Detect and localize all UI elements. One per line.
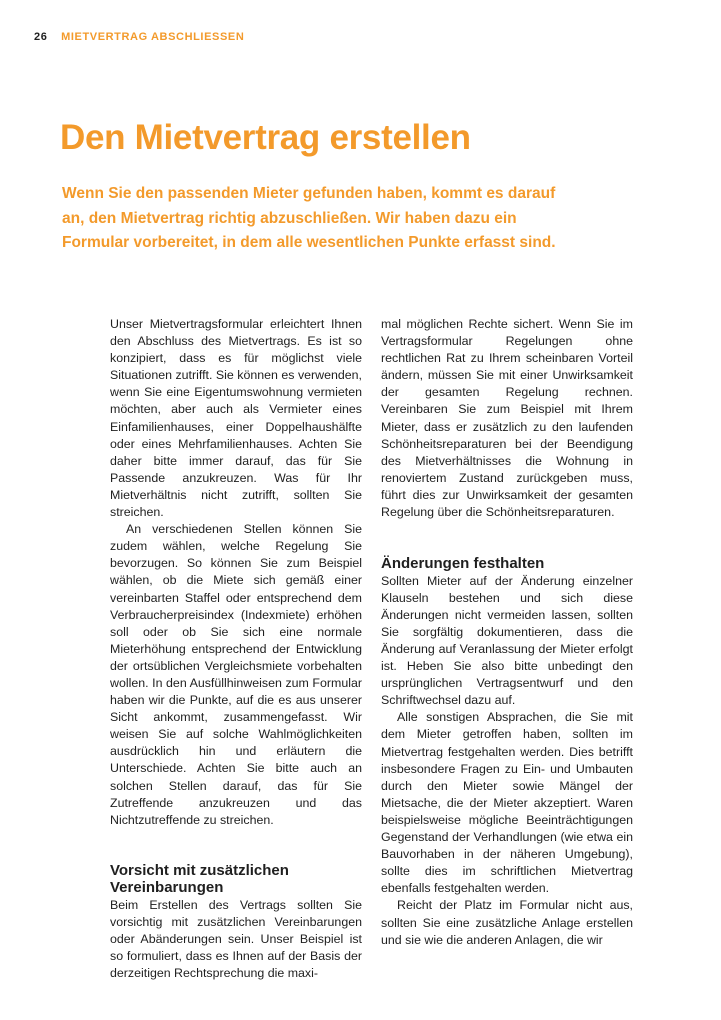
- body-paragraph: Reicht der Platz im Formular nicht aus, sollten Sie eine zusätzliche Anlage erstellen und sie wie die anderen Anlagen, die wir: [381, 898, 633, 947]
- body-paragraph: Alle sonstigen Absprachen, die Sie mit dem Mieter getroffen haben, sollten im Mietvertrag festgehalten werden. Dies betrifft insbesondere Fragen zu Ein- und Umbauten durch den Mieter sowie Mängel der Mietsache, die der Mieter akzeptiert. Waren beispielsweise mögliche Beeinträchtigungen Gegenstand der Verhandlungen (wie etwa ein Bauvorhaben in der näheren Umgebung), sollte dies im schriftlichen Mietvertrag ebenfalls festgehalten werden.: [381, 710, 633, 896]
- left-column: [110, 316, 362, 982]
- lead-paragraph: Wenn Sie den passenden Mieter gefunden haben, kommt es darauf an, den Mietvertrag richtig abzuschließen. Wir haben dazu ein Formular vorbereitet, in dem alle wesentlichen Punkte erfasst sind.: [62, 185, 556, 251]
- right-column: [381, 316, 633, 949]
- section-title: MIETVERTRAG ABSCHLIESSEN: [61, 31, 245, 43]
- body-paragraph: An verschiedenen Stellen können Sie zudem wählen, welche Regelung Sie bevorzugen. So können Sie zum Beispiel wählen, ob die Miete sich gemäß einer vereinbarten Staffel oder entsprechend dem Verbraucherpreisindex (Indexmiete) erhöhen soll oder ob Sie sich eine normale Mieterhöhung entsprechend der Entwicklung der ortsüblichen Vergleichsmiete vorbehalten wollen. In den Ausfüllhinweisen zum Formular haben wir die Punkte, auf die es aus unserer Sicht ankommt, zusammengefasst. Wir weisen Sie auf solche Wahlmöglichkeiten ausdrücklich hin und erläutern die Unterschiede. Achten Sie bitte auch an solchen Stellen darauf, das für Sie Zutreffende anzukreuzen und das Nichtzutreffende zu streichen.: [110, 522, 362, 827]
- page-title: Den Mietvertrag erstellen: [60, 118, 471, 157]
- body-paragraph: Sollten Mieter auf der Änderung einzelner Klauseln bestehen und sich diese Änderungen nicht vermeiden lassen, sollten Sie sorgfältig dokumentieren, dass die Änderung auf Veranlassung der Mieter erfolgt ist. Heben Sie also bitte unbedingt den ursprünglichen Vertragsentwurf und den Schriftwechsel dazu auf.: [381, 573, 633, 708]
- running-head: [34, 31, 244, 43]
- body-paragraph: Beim Erstellen des Vertrags sollten Sie vorsichtig mit zusätzlichen Vereinbarungen oder Abänderungen sein. Unser Beispiel ist so formuliert, dass es Ihnen auf der Basis der derzeitigen Rechtsprechung die maxi-: [110, 897, 362, 981]
- section-heading: Änderungen festhalten: [381, 555, 545, 573]
- body-paragraph: mal möglichen Rechte sichert. Wenn Sie im Vertragsformular Regelungen ohne rechtlichen Rat zu Ihrem scheinbaren Vorteil ändern, müssen Sie mit einer Unwirksamkeit der gesamten Regelung rechnen. Vereinbaren Sie zum Beispiel mit Ihrem Mieter, dass er zusätzlich zu den laufenden Schönheitsreparaturen bei der Beendigung des Mietverhältnisses die Wohnung in renoviertem Zustand zurückgeben muss, führt dies zur Unwirksamkeit der gesamten Regelung über die Schönheitsreparaturen.: [381, 317, 633, 520]
- page-number: 26: [34, 31, 48, 43]
- section-heading: Vorsicht mit zusätzlichen Vereinbarungen: [110, 861, 289, 897]
- body-paragraph: Unser Mietvertragsformular erleichtert Ihnen den Abschluss des Mietvertrags. Es ist so konzipiert, dass es für möglichst viele Situationen zutrifft. Sie können es verwenden, wenn Sie eine Eigentumswohnung vermieten möchten, aber auch als Vermieter eines Einfamilienhauses, einer Doppelhaushälfte oder eines Mehrfamilienhauses. Achten Sie daher bitte immer darauf, das für Sie Passende anzukreuzen. Was für Ihr Mietverhältnis nicht zutrifft, sollten Sie streichen.: [110, 317, 362, 520]
